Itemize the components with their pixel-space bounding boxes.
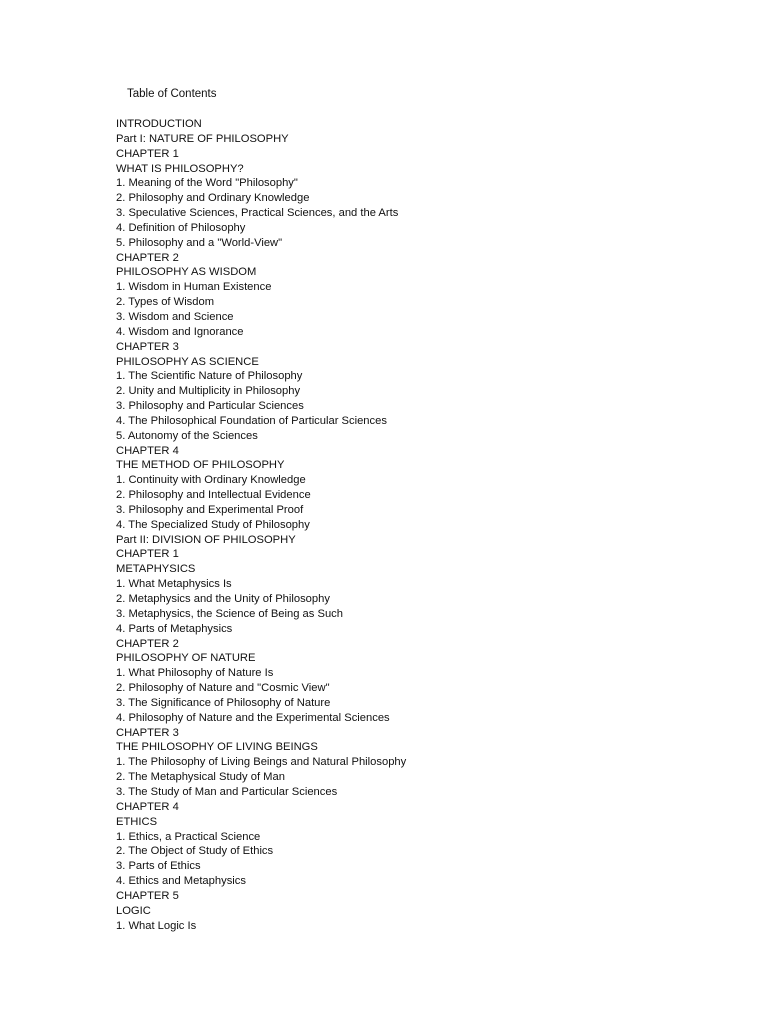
toc-entry: 4. The Philosophical Foundation of Particular Sciences bbox=[116, 414, 387, 427]
toc-entry: 2. Philosophy and Ordinary Knowledge bbox=[116, 192, 310, 205]
toc-entry: 1. Wisdom in Human Existence bbox=[116, 281, 272, 294]
toc-entry: 3. Speculative Sciences, Practical Sciences, and the Arts bbox=[116, 207, 399, 220]
toc-entry: 1. Meaning of the Word "Philosophy" bbox=[116, 177, 298, 190]
toc-entry: 4. Ethics and Metaphysics bbox=[116, 875, 246, 888]
toc-entry: INTRODUCTION bbox=[116, 118, 202, 130]
toc-entry: Part II: DIVISION OF PHILOSOPHY bbox=[116, 533, 296, 546]
toc-entry: CHAPTER 1 bbox=[116, 147, 179, 160]
toc-entry: 5. Autonomy of the Sciences bbox=[116, 429, 258, 442]
toc-entry: 2. The Metaphysical Study of Man bbox=[116, 771, 285, 784]
toc-entry: 3. Parts of Ethics bbox=[116, 860, 201, 873]
toc-entry: 2. Metaphysics and the Unity of Philosophy bbox=[116, 593, 330, 605]
toc-entry: 3. The Study of Man and Particular Sciences bbox=[116, 785, 338, 798]
table-of-contents bbox=[116, 117, 406, 933]
toc-entry: 1. What Logic Is bbox=[116, 919, 197, 932]
toc-entry: PHILOSOPHY AS SCIENCE bbox=[116, 355, 259, 368]
toc-entry: 3. Philosophy and Particular Sciences bbox=[116, 400, 304, 413]
toc-entry: 3. Philosophy and Experimental Proof bbox=[116, 503, 304, 516]
toc-entry: LOGIC bbox=[116, 904, 151, 917]
toc-entry: METAPHYSICS bbox=[116, 563, 196, 576]
toc-entry: 4. Parts of Metaphysics bbox=[116, 622, 233, 635]
toc-entry: ETHICS bbox=[116, 815, 158, 828]
toc-entry: 1. The Philosophy of Living Beings and Natural Philosophy bbox=[116, 756, 407, 769]
toc-entry: CHAPTER 3 bbox=[116, 726, 179, 739]
toc-entry: 1. What Metaphysics Is bbox=[116, 578, 232, 591]
toc-entry: 4. Wisdom and Ignorance bbox=[116, 325, 244, 338]
toc-entry: CHAPTER 4 bbox=[116, 444, 179, 457]
toc-entry: 1. Ethics, a Practical Science bbox=[116, 830, 261, 843]
toc-entry: 2. Types of Wisdom bbox=[116, 296, 215, 309]
toc-entry: WHAT IS PHILOSOPHY? bbox=[116, 162, 244, 175]
toc-entry: CHAPTER 5 bbox=[116, 889, 179, 902]
toc-entry: 1. Continuity with Ordinary Knowledge bbox=[116, 474, 306, 487]
toc-entry: 2. Unity and Multiplicity in Philosophy bbox=[116, 385, 301, 398]
toc-entry: 2. Philosophy of Nature and "Cosmic View" bbox=[116, 682, 330, 695]
toc-entry: 5. Philosophy and a "World-View" bbox=[116, 236, 283, 249]
toc-entry: PHILOSOPHY OF NATURE bbox=[116, 652, 256, 665]
toc-entry: 1. The Scientific Nature of Philosophy bbox=[116, 370, 303, 383]
toc-entry: CHAPTER 2 bbox=[116, 637, 179, 650]
toc-entry: 2. Philosophy and Intellectual Evidence bbox=[116, 489, 311, 502]
toc-entry: PHILOSOPHY AS WISDOM bbox=[116, 266, 257, 279]
toc-entry: 3. Metaphysics, the Science of Being as Such bbox=[116, 607, 343, 620]
toc-entry: 3. Wisdom and Science bbox=[116, 310, 234, 323]
toc-entry: 4. Philosophy of Nature and the Experimental Sciences bbox=[116, 711, 390, 724]
toc-entry: 4. The Specialized Study of Philosophy bbox=[116, 518, 310, 531]
toc-entry: CHAPTER 2 bbox=[116, 251, 179, 264]
toc-entry: 4. Definition of Philosophy bbox=[116, 221, 246, 234]
toc-entry: THE PHILOSOPHY OF LIVING BEINGS bbox=[116, 741, 318, 754]
toc-entry: Part I: NATURE OF PHILOSOPHY bbox=[116, 132, 289, 145]
toc-entry: CHAPTER 3 bbox=[116, 340, 179, 353]
toc-entry: THE METHOD OF PHILOSOPHY bbox=[116, 459, 285, 472]
toc-entry: CHAPTER 4 bbox=[116, 800, 179, 813]
toc-entry: CHAPTER 1 bbox=[116, 548, 179, 561]
toc-entry: 2. The Object of Study of Ethics bbox=[116, 845, 274, 858]
toc-entry: 3. The Significance of Philosophy of Nature bbox=[116, 696, 331, 709]
page-title: Table of Contents bbox=[127, 88, 217, 100]
toc-entry: 1. What Philosophy of Nature Is bbox=[116, 667, 274, 680]
